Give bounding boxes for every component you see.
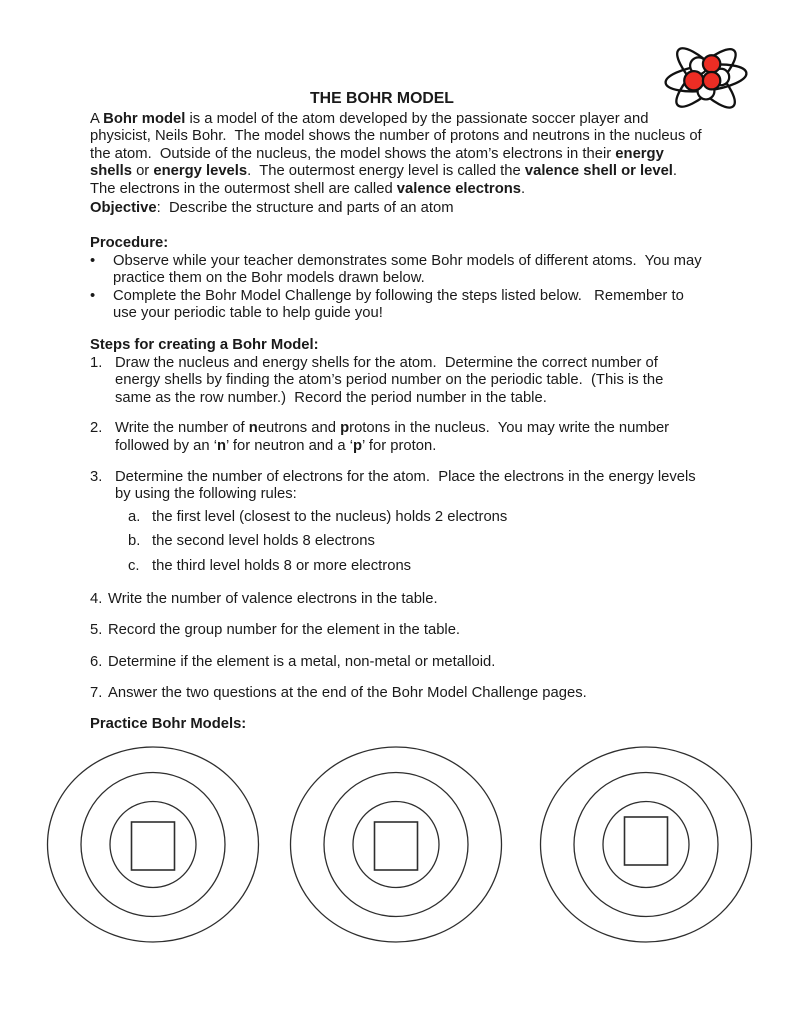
step-3-sub-b-text: the second level holds 8 electrons	[152, 533, 375, 550]
step-item-5	[90, 622, 702, 639]
bohr-model-diagram-2	[289, 746, 503, 943]
step-number: 5.	[90, 622, 103, 639]
energy-shell-ring-middle	[81, 773, 225, 917]
step-3-text: Determine the number of electrons for the atom. Place the electrons in the energy levels by using the following rules:	[115, 468, 700, 503]
energy-shell-ring-outer	[541, 747, 752, 942]
step-item-6	[90, 654, 702, 671]
intro-paragraph: A Bohr model is a model of the atom developed by the passionate soccer player and physicist, Neils Bohr. The model shows the number of protons and neutrons in the nucleus of the atom. Outside of the nucleus, the model shows the atom’s electrons in their energy shells or energy levels. The outermost energy level is called the valence shell or level. The electrons in the outermost shell are called valence electrons.	[90, 111, 706, 197]
step-item-2	[90, 420, 702, 455]
energy-shell-ring-outer	[291, 747, 502, 942]
step-item-4	[90, 591, 702, 608]
step-3-sub-a	[128, 509, 702, 526]
nucleus-box	[375, 822, 418, 870]
energy-shell-ring-middle	[574, 773, 718, 917]
procedure-bullet-2	[90, 288, 702, 323]
nucleus-box	[132, 822, 175, 870]
step-number: 1.	[90, 354, 103, 371]
energy-shell-ring-inner	[603, 802, 689, 888]
sub-letter: b.	[128, 533, 141, 550]
bullet-icon: •	[90, 252, 96, 269]
energy-shell-ring-outer	[48, 747, 259, 942]
energy-shell-ring-inner	[110, 802, 196, 888]
document-content	[90, 90, 706, 733]
step-1-text: Draw the nucleus and energy shells for the atom. Determine the correct number of energy shells by finding the atom’s period number on the periodic table. (This is the same as the row number.) Record the period number in the table.	[115, 354, 668, 406]
step-number: 7.	[90, 685, 103, 702]
sub-letter: c.	[128, 557, 140, 574]
nucleus-particle-red	[703, 55, 720, 72]
procedure-bullet-2-text: Complete the Bohr Model Challenge by following the steps listed below. Remember to use your periodic table to help guide you!	[113, 287, 688, 322]
practice-heading: Practice Bohr Models:	[90, 715, 247, 732]
bohr-model-diagram-3	[539, 746, 753, 943]
step-3-sub-a-text: the first level (closest to the nucleus) holds 2 electrons	[152, 508, 508, 525]
bullet-icon: •	[90, 287, 96, 304]
energy-shell-ring-middle	[324, 773, 468, 917]
bohr-model-diagram-1	[46, 746, 260, 943]
sub-letter: a.	[128, 508, 141, 525]
step-item-3	[90, 469, 702, 504]
step-number: 3.	[90, 468, 103, 485]
nucleus-box	[625, 817, 668, 865]
step-number: 2.	[90, 420, 103, 437]
step-4-text: Write the number of valence electrons in the table.	[108, 590, 438, 607]
practice-models-row	[0, 746, 791, 946]
step-number: 6.	[90, 653, 103, 670]
step-3-sub-b	[128, 533, 702, 550]
step-7-text: Answer the two questions at the end of the Bohr Model Challenge pages.	[108, 685, 587, 702]
objective-line: Objective: Describe the structure and parts of an atom	[90, 200, 454, 217]
step-2-text: Write the number of neutrons and protons in the nucleus. You may write the number followed by an ‘n’ for neutron and a ‘p’ for proton.	[115, 420, 674, 454]
procedure-bullet-1-text: Observe while your teacher demonstrates some Bohr models of different atoms. You may practice them on the Bohr models drawn below.	[113, 252, 706, 287]
step-item-1	[90, 355, 702, 407]
nucleus-particle-red	[684, 71, 703, 90]
procedure-heading: Procedure:	[90, 235, 169, 252]
step-number: 4.	[90, 590, 103, 607]
nucleus-particle-red	[703, 72, 720, 89]
energy-shell-ring-inner	[353, 802, 439, 888]
steps-heading: Steps for creating a Bohr Model:	[90, 337, 319, 354]
procedure-bullet-1	[90, 252, 706, 288]
step-6-text: Determine if the element is a metal, non-metal or metalloid.	[108, 653, 496, 670]
step-5-text: Record the group number for the element in the table.	[108, 622, 461, 639]
step-3-sub-c	[128, 558, 702, 575]
step-item-7	[90, 685, 702, 702]
page-title: THE BOHR MODEL	[310, 90, 454, 107]
step-3-sub-c-text: the third level holds 8 or more electrons	[152, 557, 412, 574]
